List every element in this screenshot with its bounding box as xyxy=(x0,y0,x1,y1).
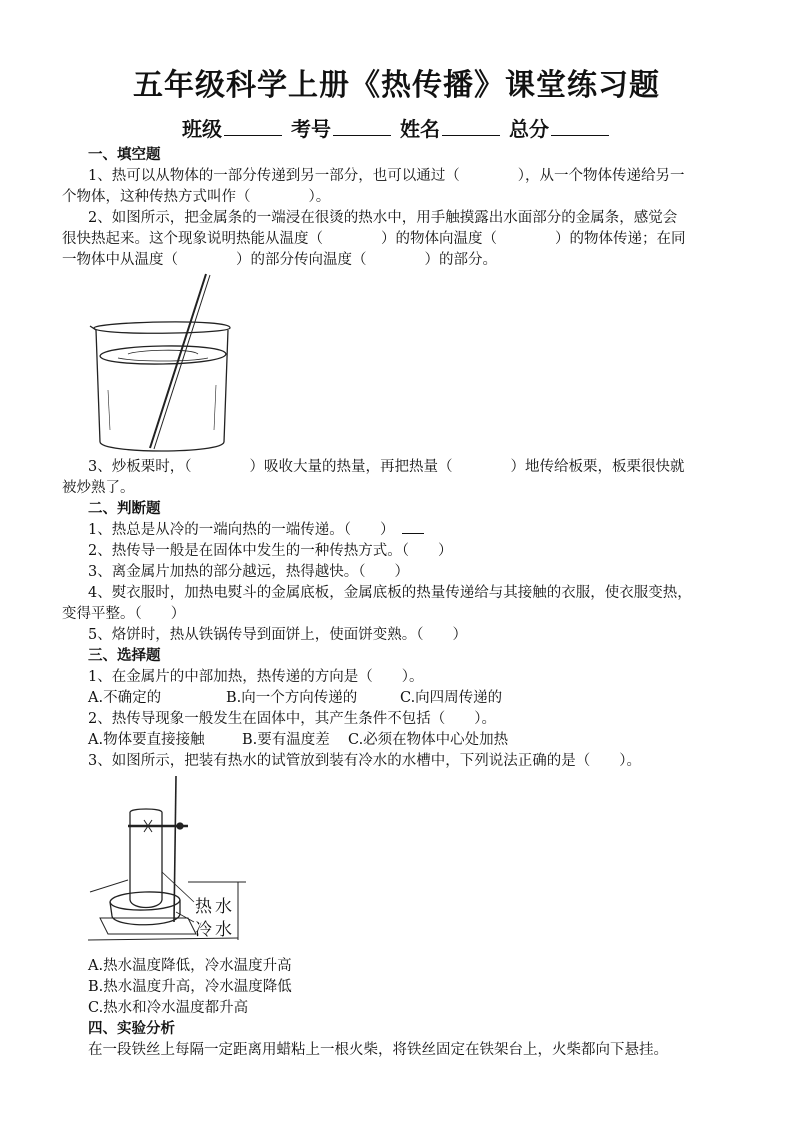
s3-q3-option-c: C.热水和冷水温度都升高 xyxy=(88,1000,249,1016)
s3-q2-option-b: B.要有温度差 xyxy=(242,732,330,748)
s3-q1: 1、在金属片的中部加热，热传递的方向是（ ）。 xyxy=(88,669,424,685)
s1-q1-line1: 1、热可以从物体的一部分传递到另一部分，也可以通过（ ），从一个物体传递给另一 xyxy=(88,168,685,184)
name-label: 姓名 xyxy=(399,117,440,141)
number-label: 考号 xyxy=(291,117,332,141)
page-title: 五年级科学上册《热传播》课堂练习题 xyxy=(133,68,660,103)
student-info-line xyxy=(0,113,793,142)
fig-label-cold-water: 冷水 xyxy=(195,920,235,940)
class-label: 班级 xyxy=(182,117,223,141)
section1-heading: 一、填空题 xyxy=(88,147,161,163)
s1-q2-line3: 一物体中从温度（ ）的部分传向温度（ ）的部分。 xyxy=(62,252,497,268)
s3-q3-option-a: A.热水温度降低，冷水温度升高 xyxy=(88,958,292,974)
name-blank[interactable] xyxy=(442,119,500,136)
fig-label-hot-water: 热水 xyxy=(195,897,235,917)
s1-q3-line1: 3、炒板栗时，（ ）吸收大量的热量，再把热量（ ）地传给板栗，板栗很快就 xyxy=(88,459,685,475)
s2-q5: 5、烙饼时，热从铁锅传导到面饼上，使面饼变熟。（ ） xyxy=(88,627,467,643)
score-blank[interactable] xyxy=(551,119,609,136)
s2-q4-line1: 4、熨衣服时，加热电熨斗的金属底板，金属底板的热量传递给与其接触的衣服，使衣服变热， xyxy=(88,585,692,601)
s2-q1-text: 1、热总是从冷的一端向热的一端传递。（ ） xyxy=(88,522,395,538)
s3-q3: 3、如图所示，把装有热水的试管放到装有冷水的水槽中，下列说法正确的是（ ）。 xyxy=(88,753,641,769)
beaker-figure xyxy=(88,270,238,460)
s2-q2: 2、热传导一般是在固体中发生的一种传热方式。（ ） xyxy=(88,543,453,559)
section2-heading: 二、判断题 xyxy=(88,501,161,517)
s2-q4-line2: 变得平整。（ ） xyxy=(62,606,186,622)
s3-q1-option-b: B.向一个方向传递的 xyxy=(226,690,358,706)
s1-q2-line2: 很快热起来。这个现象说明热能从温度（ ）的物体向温度（ ）的物体传递；在同 xyxy=(62,231,686,247)
number-blank[interactable] xyxy=(333,119,391,136)
s1-q1-line2: 个物体，这种传热方式叫作（ ）。 xyxy=(62,189,331,205)
s3-q2-option-c: C.必须在物体中心处加热 xyxy=(348,732,509,748)
s2-q1-underline xyxy=(402,521,424,534)
s1-q2-line1: 2、如图所示，把金属条的一端浸在很烫的热水中，用手触摸露出水面部分的金属条，感觉会 xyxy=(88,210,678,226)
s3-q2-option-a: A.物体要直接接触 xyxy=(88,732,205,748)
s3-q1-option-c: C.向四周传递的 xyxy=(400,690,503,706)
s3-q3-option-b: B.热水温度升高，冷水温度降低 xyxy=(88,979,292,995)
s2-q1 xyxy=(88,520,424,541)
s1-q3-line2: 被炒熟了。 xyxy=(62,480,135,496)
s2-q3: 3、离金属片加热的部分越远，热得越快。（ ） xyxy=(88,564,409,580)
section4-heading: 四、实验分析 xyxy=(88,1021,175,1037)
s3-q2: 2、热传导现象一般发生在固体中，其产生条件不包括（ ）。 xyxy=(88,711,496,727)
class-blank[interactable] xyxy=(224,119,282,136)
s3-q1-option-a: A.不确定的 xyxy=(88,690,162,706)
score-label: 总分 xyxy=(508,117,549,141)
s4-text: 在一段铁丝上每隔一定距离用蜡粘上一根火柴，将铁丝固定在铁架台上，火柴都向下悬挂。 xyxy=(88,1042,668,1058)
section3-heading: 三、选择题 xyxy=(88,648,161,664)
